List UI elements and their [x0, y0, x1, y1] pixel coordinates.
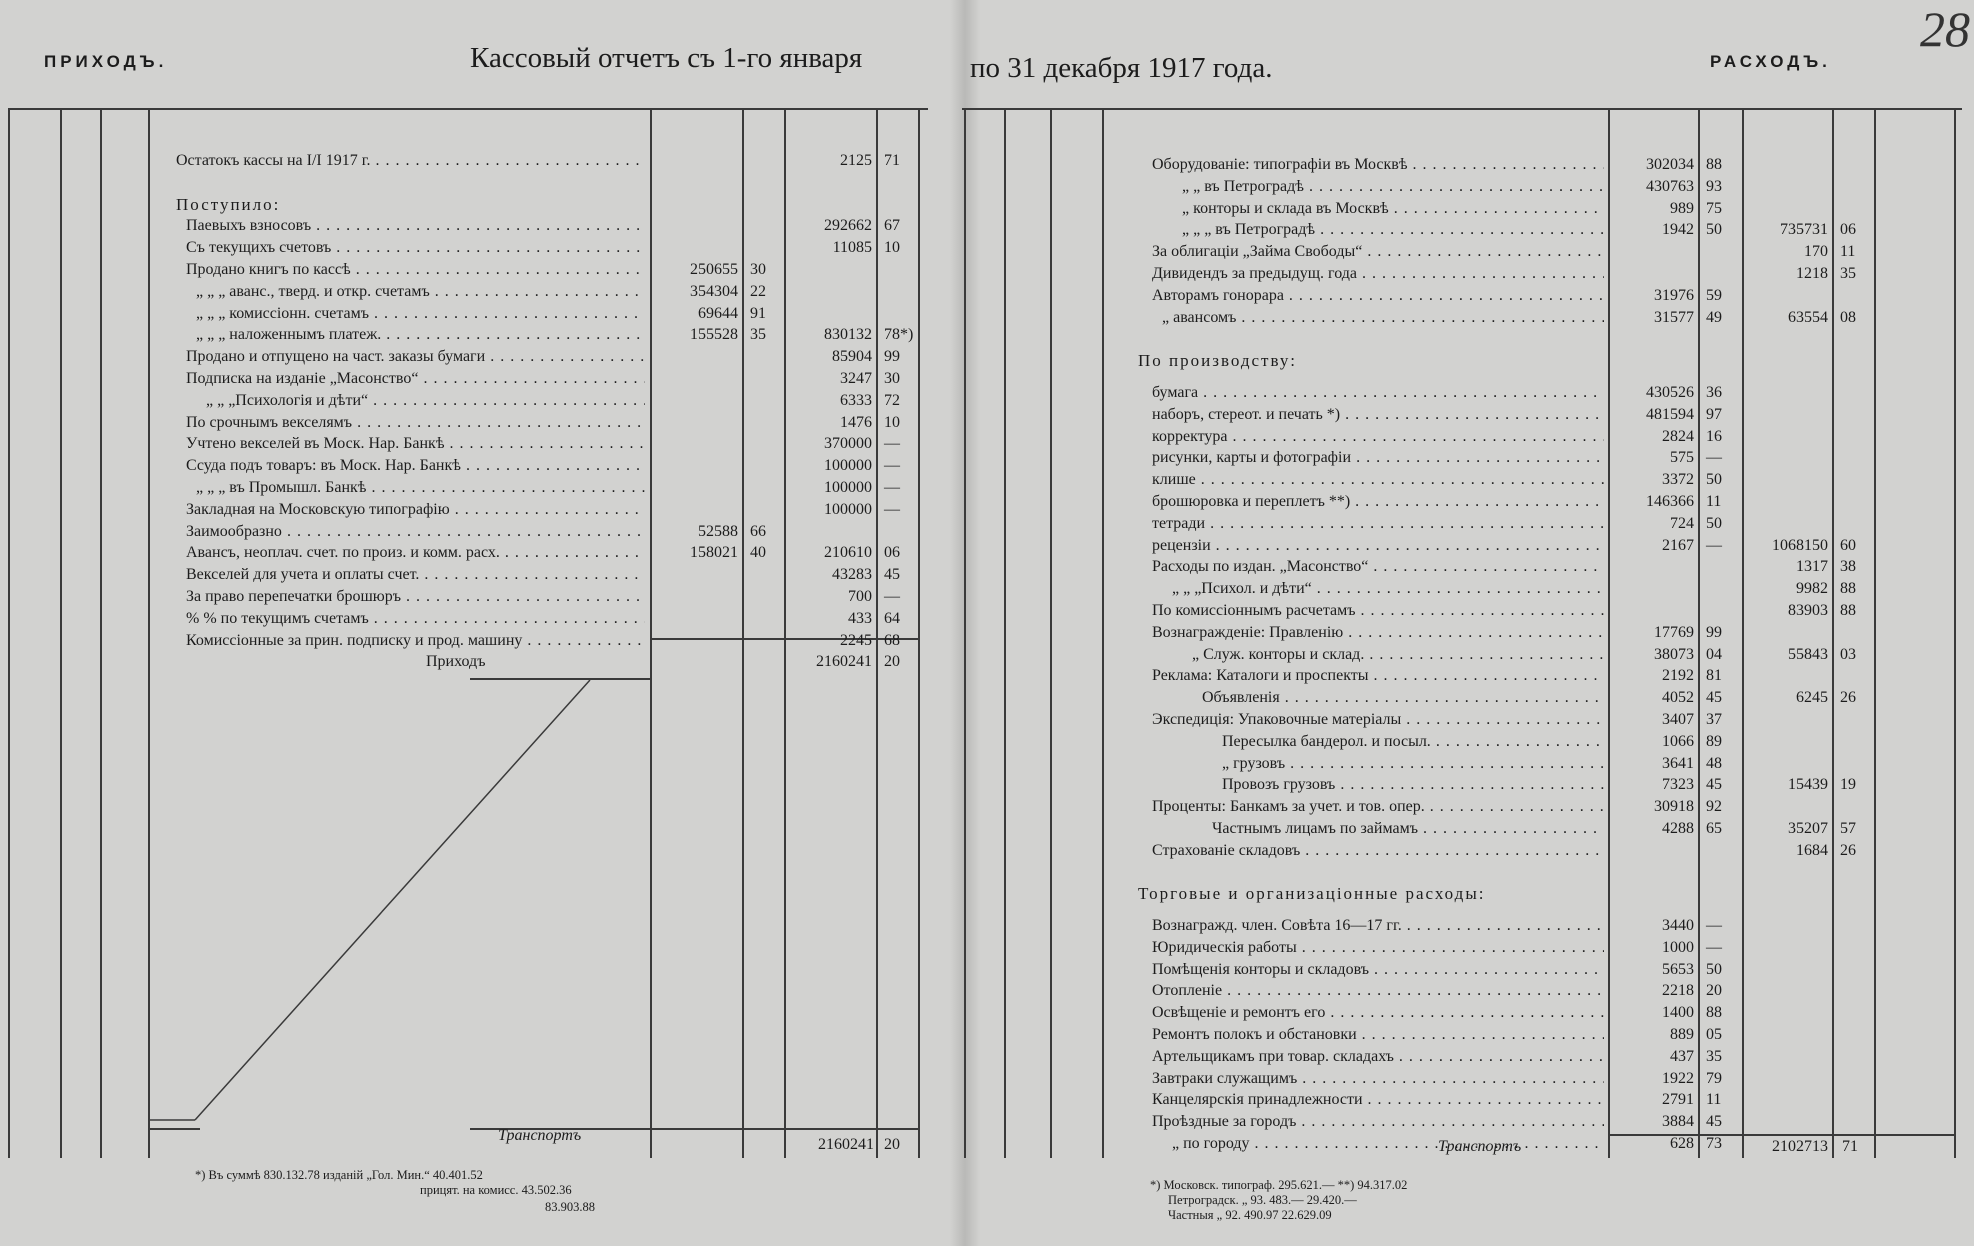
ledger-row: [0, 709, 1974, 731]
row-label: тетради . . .: [1152, 513, 1604, 535]
amount-column-2: 55843: [1788, 645, 1828, 663]
kopeck-column-2: 08: [1840, 308, 1856, 326]
ledger-row: [0, 219, 1974, 241]
kopeck-column-1: 93: [1706, 177, 1722, 195]
kopeck-column-2: 99: [884, 348, 900, 366]
amount-column-1: 302034: [1646, 156, 1694, 173]
row-label: „ „ „ аванс., тверд. и откр. счетамъ . . .: [196, 281, 645, 303]
row-label: Завтраки служащимъ . . .: [1152, 1068, 1604, 1090]
row-label: Векселей для учета и оплаты счет. . . .: [186, 564, 645, 586]
kopeck-column-2: —: [884, 587, 900, 605]
amount-column-1: 31976: [1654, 286, 1694, 304]
right-top-rule: [962, 108, 1962, 110]
amount-column-1: 2824: [1662, 427, 1694, 445]
right-transport-label: Транспортъ: [1438, 1138, 1522, 1155]
row-label: Страхованіе складовъ . . .: [1152, 840, 1604, 862]
amount-column-1: 430526: [1646, 383, 1694, 401]
kopeck-column-1: 79: [1706, 1069, 1722, 1087]
kopeck-column-1: 89: [1706, 732, 1722, 750]
amount-column-1: 437: [1670, 1047, 1694, 1065]
row-label: Приходъ: [426, 653, 486, 671]
amount-column-2: 2160241: [816, 653, 872, 671]
kopeck-column-2: 03: [1840, 645, 1856, 663]
ledger-row: [0, 959, 1974, 981]
kopeck-column-1: 73: [1706, 1135, 1722, 1153]
row-label: рецензіи . . .: [1152, 535, 1604, 557]
ledger-row: [0, 644, 1974, 666]
row-label: „ Служ. конторы и склад. . . .: [1192, 644, 1604, 666]
row-label: Дивидендъ за предыдущ. года . . .: [1152, 263, 1604, 285]
amount-column-2: 6333: [840, 391, 872, 409]
kopeck-column-1: 88: [1706, 156, 1722, 173]
ledger-row: [0, 1046, 1974, 1068]
right-ledger-rows: [0, 154, 1974, 1155]
kopeck-column-2: 57: [1840, 819, 1856, 837]
ledger-row: [0, 753, 1974, 775]
kopeck-column-2: 35: [1840, 264, 1856, 282]
ledger-row: [0, 622, 1974, 644]
row-label: Авансъ, неоплач. счет. по произ. и комм. расх. . . .: [186, 542, 645, 564]
row-label: Продано и отпущено на част. заказы бумаги . . .: [186, 346, 645, 368]
kopeck-column-1: 50: [1706, 960, 1722, 978]
amount-column-2: 63554: [1788, 308, 1828, 326]
row-label: бумага . . .: [1152, 382, 1604, 404]
amount-column-1: 1922: [1662, 1069, 1694, 1087]
left-transport-label: Транспортъ: [498, 1127, 582, 1144]
row-label: Артельщикамъ при товар. складахъ . . .: [1152, 1046, 1604, 1068]
amount-column-2: 11085: [832, 239, 872, 257]
amount-column-1: 17769: [1654, 623, 1694, 641]
ledger-row: [0, 426, 1974, 448]
kopeck-column-1: 66: [750, 522, 766, 540]
amount-column-1: 481594: [1646, 405, 1694, 423]
kopeck-column-2: 10: [884, 239, 900, 257]
ledger-row: [0, 447, 1974, 469]
kopeck-column-2: 45: [884, 566, 900, 584]
amount-column-1: 146366: [1646, 492, 1694, 510]
amount-column-2: 35207: [1788, 819, 1828, 837]
amount-column-1: 250655: [690, 260, 738, 278]
ledger-row: [0, 176, 1974, 198]
amount-column-1: 724: [1670, 514, 1694, 532]
kopeck-column-2: 26: [1840, 841, 1856, 859]
amount-column-1: 430763: [1646, 177, 1694, 195]
amount-column-2: 1068150: [1772, 536, 1828, 554]
amount-column-1: 1400: [1662, 1004, 1694, 1022]
amount-column-2: 1218: [1796, 264, 1828, 282]
row-label: корректура . . .: [1152, 426, 1604, 448]
row-label: наборъ, стереот. и печать *) . . .: [1152, 404, 1604, 426]
kopeck-column-2: 10: [884, 413, 900, 431]
amount-column-2: 85904: [832, 348, 872, 366]
kopeck-column-1: 16: [1706, 427, 1722, 445]
amount-column-1: 575: [1670, 449, 1694, 467]
kopeck-column-1: 35: [750, 326, 766, 344]
ledger-row: [0, 665, 1974, 687]
title-left: Кассовый отчетъ съ 1-го января: [470, 42, 863, 74]
row-label: Торговые и организаціонные расходы:: [1138, 884, 1486, 904]
title-right: по 31 декабря 1917 года.: [970, 52, 1273, 84]
kopeck-column-2: 71: [884, 152, 900, 169]
left-heading: ПРИХОДЪ.: [44, 52, 168, 71]
row-label: „ „ „Психологія и дѣти“ . . .: [206, 390, 645, 412]
row-label: Продано книгъ по кассѣ . . .: [186, 259, 645, 281]
row-label: рисунки, карты и фотографіи . . .: [1152, 447, 1604, 469]
kopeck-column-1: 59: [1706, 286, 1722, 304]
ledger-row: [0, 404, 1974, 426]
left-transport-kop: 20: [884, 1136, 900, 1153]
kopeck-column-1: 40: [750, 544, 766, 562]
amount-column-1: 4052: [1662, 689, 1694, 707]
row-label: Поступило:: [176, 194, 281, 214]
row-label: Реклама: Каталоги и проспекты . . .: [1152, 665, 1604, 687]
row-label: Вознагражд. член. Совѣта 16—17 гг. . . .: [1152, 915, 1604, 937]
row-label: „ грузовъ . . .: [1222, 753, 1604, 775]
amount-column-2: 83903: [1788, 601, 1828, 619]
row-label: Ссуда подъ товаръ: въ Моск. Нар. Банкѣ . . .: [186, 455, 645, 477]
kopeck-column-2: 60: [1840, 536, 1856, 554]
row-label: „ „ „ наложеннымъ платеж. . . .: [196, 324, 645, 346]
row-label: Заимообразно . . .: [186, 521, 645, 543]
ledger-row: [0, 1068, 1974, 1090]
kopeck-column-1: —: [1706, 449, 1722, 467]
page-number: 28: [1920, 1, 1970, 57]
row-label: „ конторы и склада въ Москвѣ . . .: [1182, 198, 1604, 220]
amount-column-2: 1476: [840, 413, 872, 431]
kopeck-column-2: 19: [1840, 776, 1856, 794]
kopeck-column-1: 49: [1706, 308, 1722, 326]
row-label: Юридическія работы . . .: [1152, 937, 1604, 959]
amount-column-1: 2167: [1662, 536, 1694, 554]
kopeck-column-1: 45: [1706, 689, 1722, 707]
kopeck-column-2: 72: [884, 391, 900, 409]
amount-column-1: 4288: [1662, 819, 1694, 837]
row-label: клише . . .: [1152, 469, 1604, 491]
left-footnote-line: *) Въ суммѣ 830.132.78 изданій „Гол. Мин.“ 40.401.52: [195, 1168, 483, 1182]
row-label: „ по городу . . .: [1172, 1133, 1604, 1155]
ledger-row: [0, 241, 1974, 263]
ledger-row: [0, 915, 1974, 937]
row-label: Расходы по издан. „Масонство“ . . .: [1152, 556, 1604, 578]
right-transport-value: 2102713: [1772, 1138, 1828, 1155]
kopeck-column-1: 22: [750, 282, 766, 300]
row-label: Отопленіе . . .: [1152, 980, 1604, 1002]
ledger-row: [0, 263, 1974, 285]
row-label: По комиссіоннымъ расчетамъ . . .: [1152, 600, 1604, 622]
row-label: Вознагражденіе: Правленію . . .: [1152, 622, 1604, 644]
row-label: Комиссіонные за прин. подписку и прод. машину . . .: [186, 630, 645, 652]
amount-column-2: 6245: [1796, 689, 1828, 707]
row-label: Авторамъ гонорара . . .: [1152, 285, 1604, 307]
kopeck-column-2: 64: [884, 609, 900, 627]
row-label: Помѣщенія конторы и складовъ . . .: [1152, 959, 1604, 981]
kopeck-column-1: 11: [1706, 492, 1722, 510]
ledger-row: [0, 382, 1974, 404]
row-label: Паевыхъ взносовъ . . .: [186, 215, 645, 237]
kopeck-column-2: 20: [884, 653, 900, 671]
spacer-row: [0, 328, 1974, 350]
amount-column-2: 2245: [840, 631, 872, 649]
row-label: Оборудованіе: типографіи въ Москвѣ . . .: [1152, 154, 1604, 176]
ledger-row: [0, 980, 1974, 1002]
right-footnote-line: Петроградск. „ 93. 483.— 29.420.—: [1168, 1193, 1357, 1207]
amount-column-2: 433: [848, 609, 872, 627]
kopeck-column-2: 26: [1840, 689, 1856, 707]
ledger-row: [0, 1133, 1974, 1155]
row-label: Остатокъ кассы на I/I 1917 г. . . .: [176, 150, 645, 172]
kopeck-column-1: 65: [1706, 819, 1722, 837]
amount-column-2: 100000: [824, 457, 872, 475]
row-label: По срочнымъ векселямъ . . .: [186, 412, 645, 434]
kopeck-column-1: 92: [1706, 798, 1722, 816]
kopeck-column-1: 20: [1706, 982, 1722, 1000]
right-transport-kop: 71: [1842, 1138, 1858, 1155]
row-label: За облигаціи „Займа Свободы“ . . .: [1152, 241, 1604, 263]
ledger-row: [0, 818, 1974, 840]
amount-column-2: 9982: [1796, 580, 1828, 598]
row-label: Учтено векселей въ Моск. Нар. Банкѣ . . .: [186, 433, 645, 455]
row-label: Провозъ грузовъ . . .: [1222, 774, 1604, 796]
kopeck-column-1: 50: [1706, 471, 1722, 489]
amount-column-2: 15439: [1788, 776, 1828, 794]
kopeck-column-1: 88: [1706, 1004, 1722, 1022]
kopeck-column-1: 04: [1706, 645, 1722, 663]
amount-column-2: 1684: [1796, 841, 1828, 859]
kopeck-column-2: 38: [1840, 558, 1856, 576]
kopeck-column-2: —: [884, 435, 900, 453]
amount-column-1: 52588: [698, 522, 738, 540]
ledger-row: [0, 1002, 1974, 1024]
kopeck-column-1: —: [1706, 938, 1722, 956]
amount-column-2: 370000: [824, 435, 872, 453]
row-label: Экспедиція: Упаковочные матеріалы . . .: [1152, 709, 1604, 731]
ledger-row: [0, 578, 1974, 600]
amount-column-2: 2125: [840, 152, 872, 169]
kopeck-column-1: 30: [750, 260, 766, 278]
ledger-row: [0, 840, 1974, 862]
ledger-row: [0, 937, 1974, 959]
row-label: „ „ „ комиссіонн. счетамъ . . .: [196, 303, 645, 325]
row-label: Подписка на изданіе „Масонство“ . . .: [186, 368, 645, 390]
row-label: Частнымъ лицамъ по займамъ . . .: [1212, 818, 1604, 840]
amount-column-1: 354304: [690, 282, 738, 300]
amount-column-2: 210610: [824, 544, 872, 562]
left-transport-value: 2160241: [818, 1136, 874, 1153]
row-label: % % по текущимъ счетамъ . . .: [186, 608, 645, 630]
kopeck-column-1: 50: [1706, 221, 1722, 239]
kopeck-column-2: 30: [884, 369, 900, 387]
kopeck-column-1: 99: [1706, 623, 1722, 641]
ledger-row: [0, 1089, 1974, 1111]
row-label: „ „ „Психол. и дѣти“ . . .: [1172, 578, 1604, 600]
amount-column-1: 31577: [1654, 308, 1694, 326]
ledger-row: [0, 774, 1974, 796]
amount-column-1: 3440: [1662, 917, 1694, 935]
ledger-row: [0, 556, 1974, 578]
kopeck-column-2: 88: [1840, 580, 1856, 598]
amount-column-1: 889: [1670, 1026, 1694, 1044]
right-heading: РАСХОДЪ.: [1710, 52, 1831, 71]
kopeck-column-2: —: [884, 478, 900, 496]
amount-column-2: 830132: [824, 326, 872, 344]
ledger-row: [0, 600, 1974, 622]
amount-column-1: 69644: [698, 304, 738, 322]
amount-column-2: 3247: [840, 369, 872, 387]
row-label: Закладная на Московскую типографію . . .: [186, 499, 645, 521]
ledger-row: [0, 687, 1974, 709]
ledger-row: [0, 285, 1974, 307]
left-footnote-line: прицят. на комисс. 43.502.36: [420, 1183, 572, 1197]
kopeck-column-2: —: [884, 500, 900, 518]
right-footnote-line: *) Московск. типограф. 295.621.— **) 94.317.02: [1150, 1178, 1408, 1192]
amount-column-1: 3372: [1662, 471, 1694, 489]
row-label: „ „ „ въ Промышл. Банкѣ . . .: [196, 477, 645, 499]
kopeck-column-1: 48: [1706, 754, 1722, 772]
kopeck-column-2: 88: [1840, 601, 1856, 619]
amount-column-1: 989: [1670, 199, 1694, 217]
ledger-row: [0, 469, 1974, 491]
amount-column-1: 2791: [1662, 1091, 1694, 1109]
spacer-row: [0, 862, 1974, 884]
row-label: Освѣщеніе и ремонтъ его . . .: [1152, 1002, 1604, 1024]
amount-column-1: 628: [1670, 1135, 1694, 1153]
ledger-row: [0, 154, 1974, 176]
kopeck-column-1: —: [1706, 917, 1722, 935]
amount-column-1: 2218: [1662, 982, 1694, 1000]
kopeck-column-1: 81: [1706, 667, 1722, 685]
kopeck-column-1: 05: [1706, 1026, 1722, 1044]
kopeck-column-1: 35: [1706, 1047, 1722, 1065]
amount-column-2: 735731: [1780, 221, 1828, 239]
amount-column-2: 100000: [824, 478, 872, 496]
right-footnote-line: Частныя „ 92. 490.97 22.629.09: [1168, 1208, 1332, 1222]
kopeck-column-2: 06: [884, 544, 900, 562]
row-label: „ „ въ Петроградѣ . . .: [1182, 176, 1604, 198]
amount-column-2: 100000: [824, 500, 872, 518]
amount-column-1: 3407: [1662, 710, 1694, 728]
amount-column-1: 3884: [1662, 1113, 1694, 1131]
amount-column-2: 700: [848, 587, 872, 605]
amount-column-1: 155528: [690, 326, 738, 344]
amount-column-1: 2192: [1662, 667, 1694, 685]
row-label: брошюровка и переплетъ **) . . .: [1152, 491, 1604, 513]
kopeck-column-1: 37: [1706, 710, 1722, 728]
ledger-row: [0, 1111, 1974, 1133]
row-label: Канцелярскія принадлежности . . .: [1152, 1089, 1604, 1111]
row-label: „ „ „ въ Петроградѣ . . .: [1182, 219, 1604, 241]
kopeck-column-2: 11: [1840, 243, 1856, 261]
kopeck-column-1: 36: [1706, 383, 1722, 401]
ledger-row: [0, 796, 1974, 818]
kopeck-column-1: 97: [1706, 405, 1722, 423]
amount-column-1: 7323: [1662, 776, 1694, 794]
kopeck-column-1: 75: [1706, 199, 1722, 217]
left-footnote-line: 83.903.88: [545, 1200, 595, 1214]
amount-column-1: 3641: [1662, 754, 1694, 772]
amount-column-1: 30918: [1654, 798, 1694, 816]
amount-column-2: 292662: [824, 217, 872, 235]
row-label: Ремонтъ полокъ и обстановки . . .: [1152, 1024, 1604, 1046]
ledger-row: [0, 1024, 1974, 1046]
kopeck-column-1: 91: [750, 304, 766, 322]
row-label: За право перепечатки брошюръ . . .: [186, 586, 645, 608]
ledger-row: [0, 198, 1974, 220]
section-heading: [0, 350, 1974, 372]
kopeck-column-1: 45: [1706, 1113, 1722, 1131]
amount-column-1: 1000: [1662, 938, 1694, 956]
ledger-row: [0, 491, 1974, 513]
row-label: Проценты: Банкамъ за учет. и тов. опер. . . .: [1152, 796, 1604, 818]
row-label: Съ текущихъ счетовъ . . .: [186, 237, 645, 259]
ledger-row: [0, 535, 1974, 557]
row-label: „ авансомъ . . .: [1162, 307, 1604, 329]
row-label: Объявленія . . .: [1202, 687, 1604, 709]
kopeck-column-1: 50: [1706, 514, 1722, 532]
amount-column-1: 1942: [1662, 221, 1694, 239]
kopeck-column-2: 67: [884, 217, 900, 235]
kopeck-column-2: —: [884, 457, 900, 475]
kopeck-column-1: 45: [1706, 776, 1722, 794]
amount-column-2: 43283: [832, 566, 872, 584]
row-label: Проѣздные за городъ . . .: [1152, 1111, 1604, 1133]
ledger-row: [0, 513, 1974, 535]
kopeck-column-1: 11: [1706, 1091, 1722, 1109]
spacer-row: [0, 372, 1974, 382]
amount-column-2: 1317: [1796, 558, 1828, 576]
ledger-row: [0, 731, 1974, 753]
kopeck-column-2: 06: [1840, 221, 1856, 239]
section-heading: [0, 883, 1974, 905]
amount-column-1: 158021: [690, 544, 738, 562]
amount-column-1: 1066: [1662, 732, 1694, 750]
row-label: Пересылка бандерол. и посыл. . . .: [1222, 731, 1604, 753]
spacer-row: [0, 905, 1974, 915]
amount-column-1: 38073: [1654, 645, 1694, 663]
kopeck-column-2: 68: [884, 631, 900, 649]
amount-column-2: 170: [1804, 243, 1828, 261]
kopeck-column-2: 78*): [884, 326, 914, 344]
ledger-row: [0, 307, 1974, 329]
row-label: По производству:: [1138, 351, 1297, 371]
amount-column-1: 5653: [1662, 960, 1694, 978]
kopeck-column-1: —: [1706, 536, 1722, 554]
